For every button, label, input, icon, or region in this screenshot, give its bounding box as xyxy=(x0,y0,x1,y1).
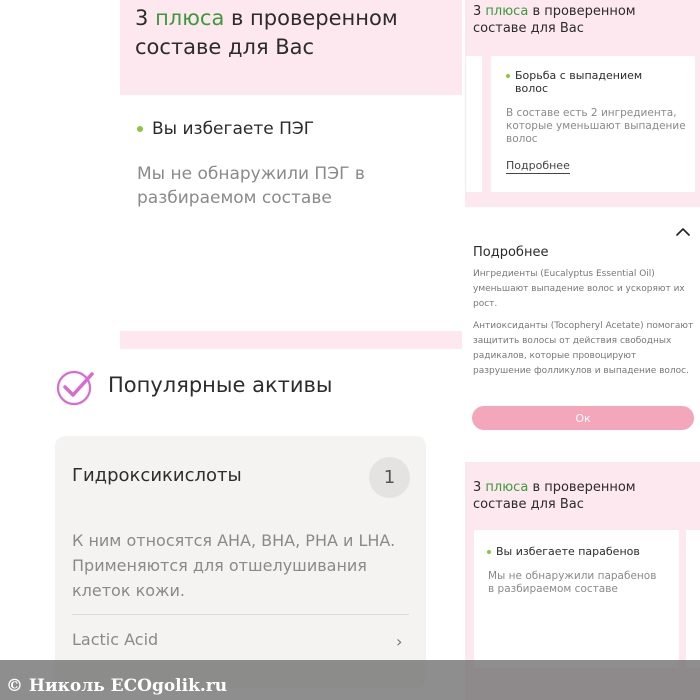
chevron-up-icon[interactable] xyxy=(676,225,690,239)
hair-loss-benefit-label: Борьба с выпадением волос xyxy=(515,69,643,95)
active-count-badge: 1 xyxy=(369,457,410,498)
more-link[interactable]: Подробнее xyxy=(506,159,570,172)
title-number: 3 xyxy=(473,480,482,495)
active-description: К ним относятся AHA, BHA, PHA и LHA. Применяются для отшелушивания клеток кожи. xyxy=(72,531,396,600)
title-rest: в проверенном составе для Вас xyxy=(473,480,636,512)
carousel-card-peek xyxy=(466,56,482,192)
check-circle-icon xyxy=(55,367,95,407)
left-header-title xyxy=(135,4,455,62)
title-highlight: плюса xyxy=(485,480,529,495)
title-number: 3 xyxy=(135,6,149,30)
title-rest: в проверенном составе для Вас xyxy=(135,6,398,59)
left-card-bottom-strip xyxy=(120,331,462,349)
right-top-title xyxy=(473,3,693,37)
parabens-benefit-description: Мы не обнаружили парабенов в разбираемом составе xyxy=(488,570,657,595)
parabens-benefit-label: Вы избегаете парабенов xyxy=(496,545,640,558)
left-benefit-label: Вы избегаете ПЭГ xyxy=(152,119,315,139)
popup-paragraph-2: Антиоксиданты (Tocopheryl Acetate) помогают защитить волосы от действия свободных радикалов, которые провоцируют разрушение фолликулов и выпадение волос. xyxy=(473,321,694,376)
right-bottom-title xyxy=(473,479,693,513)
left-benefit-description: Мы не обнаружили ПЭГ в разбираемом составе xyxy=(137,164,365,208)
title-highlight: плюса xyxy=(155,6,225,30)
ingredient-link-lactic-acid[interactable]: Lactic Acid xyxy=(72,630,159,649)
title-highlight: плюса xyxy=(485,4,529,19)
bullet-dot-icon xyxy=(506,74,510,78)
watermark-text: © Николь ECOgolik.ru xyxy=(6,676,228,696)
parabens-benefit-row xyxy=(487,545,640,558)
title-number: 3 xyxy=(473,4,482,19)
ok-button[interactable]: Ок xyxy=(472,406,694,430)
popup-title: Подробнее xyxy=(473,245,549,260)
hair-loss-benefit-row xyxy=(506,69,675,95)
popular-actives-title: Популярные активы xyxy=(108,373,333,397)
left-benefit-row xyxy=(137,119,314,139)
hair-loss-benefit-description: В составе есть 2 ингредиента, которые уменьшают выпадение волос xyxy=(506,107,686,145)
bullet-dot-icon xyxy=(137,126,143,132)
carousel-card-peek xyxy=(686,530,700,668)
divider xyxy=(72,614,409,615)
bullet-dot-icon xyxy=(487,550,491,554)
popup-paragraph-1: Ингредиенты (Eucalyptus Essential Oil) уменьшают выпадение волос и ускоряют их рост. xyxy=(473,269,685,309)
chevron-right-icon[interactable]: › xyxy=(396,632,403,651)
active-name: Гидроксикислоты xyxy=(72,465,242,486)
title-rest: в проверенном составе для Вас xyxy=(473,4,636,36)
